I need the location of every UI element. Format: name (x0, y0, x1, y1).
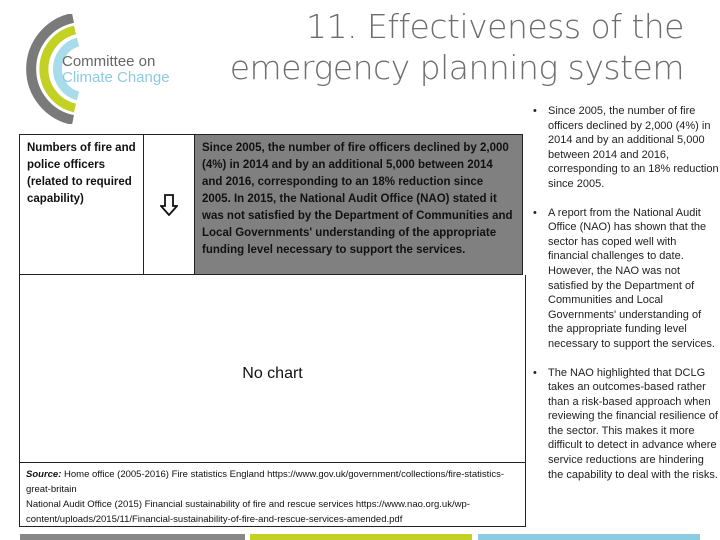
trend-cell (144, 135, 195, 274)
logo (18, 14, 188, 124)
source-line1: Home office (2005-2016) Fire statistics England https://www.gov.uk/government/collections/fire-statistics-great-britain (26, 469, 505, 495)
bullet-item: • A report from the National Audit Office (NAO) has shown that the sector has coped well with financial challenges to date. However, the NAO was not satisfied by the Department of Communities and Local Governments' understanding of the appropriate funding level necessary to support the services. (533, 206, 719, 352)
footer-bar-gray (20, 534, 245, 540)
logo-line2: Climate Change (62, 69, 170, 86)
page-title: 11. Effectiveness of the emergency planning system (229, 7, 684, 87)
indicator-description: Since 2005, the number of fire officers declined by 2,000 (4%) in 2014 and by an additional 5,000 between 2014 and 2016, corresponding to an 18% reduction since 2005. In 2015, the National Audit Office (NAO) stated it was not satisfied by the Department of Communities and Local Governments' understanding of the appropriate funding level necessary to support the services. (195, 135, 522, 274)
down-arrow-icon (160, 194, 178, 216)
indicator-table (19, 134, 523, 275)
bullet-item: • Since 2005, the number of fire officers declined by 2,000 (4%) in 2014 and by an additional 5,000 between 2014 and 2016, corresponding to an 18% reduction since 2005. (533, 104, 719, 192)
logo-arcs-icon (18, 14, 188, 124)
logo-line1: Committee on (62, 53, 156, 70)
footer-bar-blue (478, 534, 700, 540)
indicator-name: Numbers of fire and police officers (related to required capability) (20, 135, 144, 274)
bullet-item: • The NAO highlighted that DCLG takes an outcomes-based rather than a risk-based approach when reviewing the financial resilience of the sector. This makes it more difficult to detect in advance where service reductions are hindering the capability to deal with the risks. (533, 366, 719, 483)
no-chart-label: No chart (242, 365, 303, 382)
bullet-list (533, 104, 719, 496)
source-box (19, 462, 526, 527)
source-label: Source: (26, 469, 62, 480)
footer-bar-green (250, 534, 472, 540)
chart-area (19, 275, 526, 463)
source-line2: National Audit Office (2015) Financial sustainability of fire and rescue services https://www.nao.org.uk/wp-content/uploads/2015/11/Financial-sustainability-of-fire-and-rescue-services-amended.pdf (26, 499, 470, 525)
